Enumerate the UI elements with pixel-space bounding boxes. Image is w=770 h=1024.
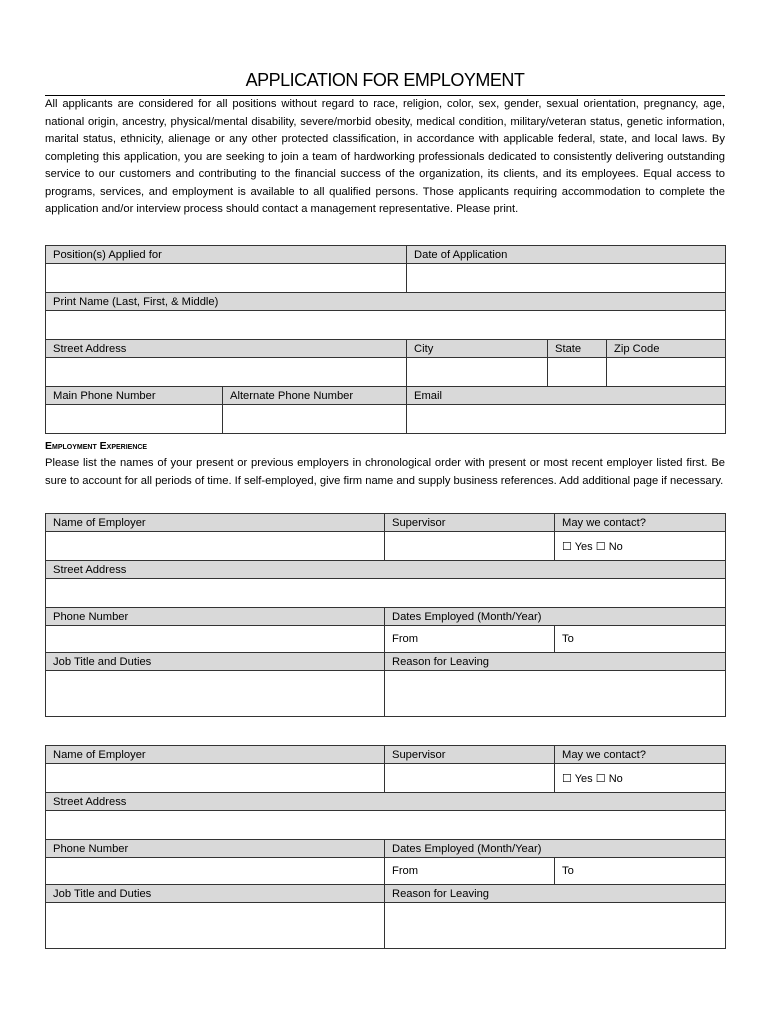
street-field[interactable] — [46, 358, 407, 387]
employer-street-label: Street Address — [46, 561, 726, 579]
employer-label: Name of Employer — [46, 514, 385, 532]
contact-options — [555, 764, 726, 793]
contact-yes-checkbox[interactable]: ☐ Yes — [562, 772, 593, 785]
alt-phone-label: Alternate Phone Number — [223, 387, 407, 405]
email-field[interactable] — [407, 405, 726, 434]
phone-field[interactable] — [46, 858, 385, 885]
supervisor-label: Supervisor — [385, 746, 555, 764]
job-label: Job Title and Duties — [46, 653, 385, 671]
position-label: Position(s) Applied for — [46, 246, 407, 264]
zip-field[interactable] — [607, 358, 726, 387]
main-phone-field[interactable] — [46, 405, 223, 434]
contact-yes-checkbox[interactable]: ☐ Yes — [562, 540, 593, 553]
contact-options — [555, 532, 726, 561]
name-label: Print Name (Last, First, & Middle) — [46, 293, 726, 311]
date-field[interactable] — [407, 264, 726, 293]
employer-street-field[interactable] — [46, 811, 726, 840]
city-label: City — [407, 340, 548, 358]
contact-no-checkbox[interactable]: ☐ No — [595, 540, 623, 553]
supervisor-label: Supervisor — [385, 514, 555, 532]
job-field[interactable] — [46, 903, 385, 949]
supervisor-field[interactable] — [385, 532, 555, 561]
state-label: State — [548, 340, 607, 358]
employer-street-field[interactable] — [46, 579, 726, 608]
phone-label: Phone Number — [46, 840, 385, 858]
contact-no-checkbox[interactable]: ☐ No — [595, 772, 623, 785]
intro-paragraph: All applicants are considered for all positions without regard to race, religion, color, sex, gender, sexual orientation, pregnancy, age, national origin, ancestry, physical/mental disability, severe/morbid obesity, medical condition, military/veteran status, genetic information, marital status, ethnicity, alienage or any other protected classification, in accordance with applicable federal, state, and local laws. By completing this application, you are seeking to join a team of hardworking professionals dedicated to consistently delivering outstanding service to our customers and contributing to the financial success of the organization, its clients, and its employees. Equal access to programs, services, and employment is available to all qualified persons. Those applicants requiring accommodation to complete the application and/or interview process should contact a management representative. Please print. — [45, 98, 725, 215]
city-field[interactable] — [407, 358, 548, 387]
dates-label: Dates Employed (Month/Year) — [385, 840, 726, 858]
to-field[interactable]: To — [555, 626, 726, 653]
street-label: Street Address — [46, 340, 407, 358]
applicant-info-table — [45, 245, 726, 434]
supervisor-field[interactable] — [385, 764, 555, 793]
name-field[interactable] — [46, 311, 726, 340]
zip-label: Zip Code — [607, 340, 726, 358]
reason-label: Reason for Leaving — [385, 885, 726, 903]
phone-field[interactable] — [46, 626, 385, 653]
job-field[interactable] — [46, 671, 385, 717]
reason-label: Reason for Leaving — [385, 653, 726, 671]
alt-phone-field[interactable] — [223, 405, 407, 434]
to-field[interactable]: To — [555, 858, 726, 885]
main-phone-label: Main Phone Number — [46, 387, 223, 405]
date-label: Date of Application — [407, 246, 726, 264]
employer-label: Name of Employer — [46, 746, 385, 764]
dates-label: Dates Employed (Month/Year) — [385, 608, 726, 626]
from-field[interactable]: From — [385, 626, 555, 653]
job-label: Job Title and Duties — [46, 885, 385, 903]
contact-label: May we contact? — [555, 514, 726, 532]
employment-heading: Employment Experience — [45, 440, 148, 452]
reason-field[interactable] — [385, 903, 726, 949]
page-title: APPLICATION FOR EMPLOYMENT — [245, 70, 525, 90]
employer-table-2 — [45, 745, 726, 949]
employer-street-label: Street Address — [46, 793, 726, 811]
position-field[interactable] — [46, 264, 407, 293]
employer-table-1 — [45, 513, 726, 717]
employer-field[interactable] — [46, 532, 385, 561]
email-label: Email — [407, 387, 726, 405]
employment-instructions: Please list the names of your present or previous employers in chronological order with present or most recent employer listed first. Be sure to account for all periods of time. If self-employed, give firm name and supply business references. Add additional page if necessary. — [45, 457, 725, 487]
from-field[interactable]: From — [385, 858, 555, 885]
reason-field[interactable] — [385, 671, 726, 717]
contact-label: May we contact? — [555, 746, 726, 764]
phone-label: Phone Number — [46, 608, 385, 626]
employer-field[interactable] — [46, 764, 385, 793]
state-field[interactable] — [548, 358, 607, 387]
